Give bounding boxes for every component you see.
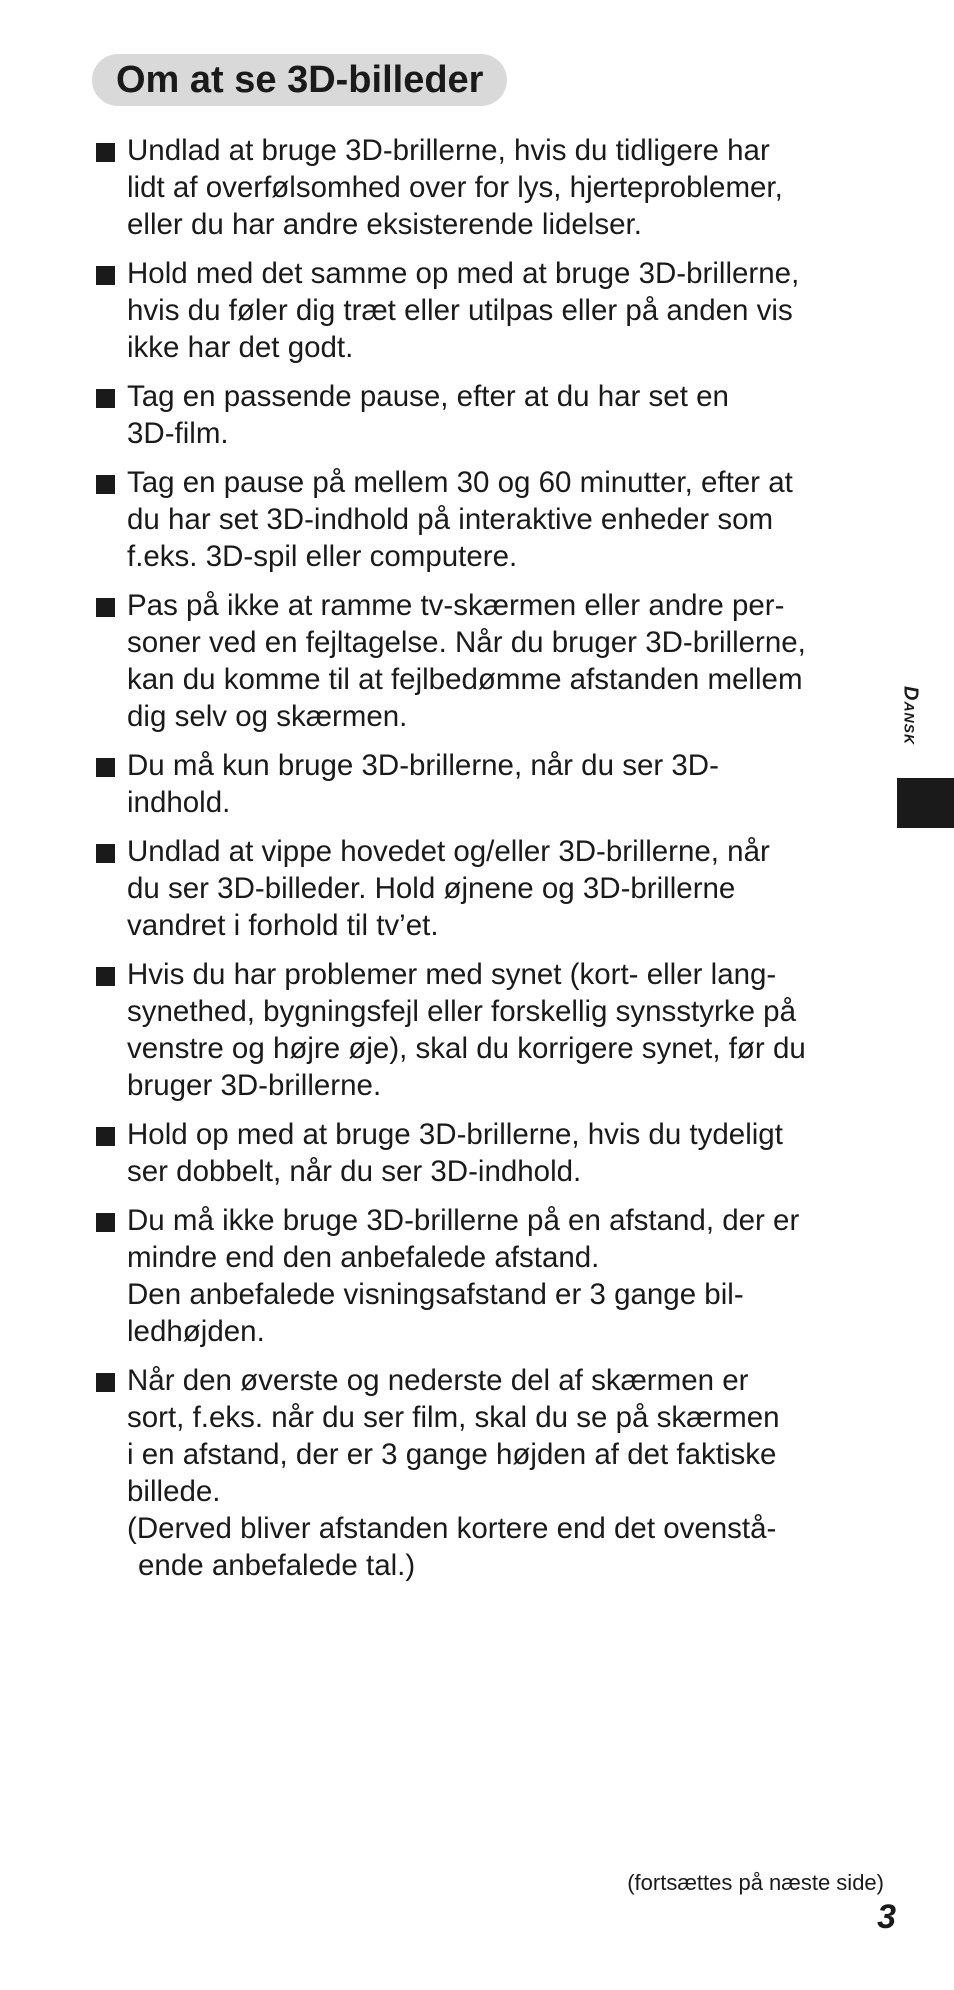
language-tab-marker [897, 778, 954, 828]
bullet-item [96, 255, 896, 366]
bullet-line: ledhøjden. [127, 1315, 265, 1348]
bullet-item [96, 1116, 896, 1190]
bullet-line: ende anbefalede tal.) [138, 1549, 416, 1582]
square-bullet-icon [96, 844, 115, 863]
bullet-line: kan du komme til at fejlbedømme afstanden mellem [127, 663, 803, 696]
bullet-line: Undlad at vippe hovedet og/eller 3D-brillerne, når [127, 835, 770, 868]
bullet-item [96, 747, 896, 821]
bullet-item [96, 587, 896, 735]
bullet-line: soner ved en fejltagelse. Når du bruger 3D-brillerne, [127, 626, 806, 659]
bullet-line: Undlad at bruge 3D-brillerne, hvis du tidligere har [127, 134, 770, 167]
section-title-pill [92, 54, 507, 106]
bullet-item [96, 132, 896, 243]
section-title: Om at se 3D-billeder [116, 58, 484, 101]
bullet-line: bruger 3D-brillerne. [127, 1069, 382, 1102]
square-bullet-icon [96, 967, 115, 986]
bullet-line: venstre og højre øje), skal du korrigere synet, før du [127, 1032, 806, 1065]
bullet-line: (Derved bliver afstanden kortere end det ovenstå- [127, 1512, 777, 1545]
bullet-line: indhold. [127, 786, 231, 819]
bullet-text [127, 956, 896, 1104]
language-label: Dansk [899, 686, 922, 746]
bullet-line: Hvis du har problemer med synet (kort- eller lang- [127, 958, 777, 991]
bullet-line: du ser 3D-billeder. Hold øjnene og 3D-brillerne [127, 872, 736, 905]
bullet-text [127, 587, 896, 735]
bullet-line: ser dobbelt, når du ser 3D-indhold. [127, 1155, 582, 1188]
bullet-line: Pas på ikke at ramme tv-skærmen eller andre per- [127, 589, 785, 622]
bullet-line: Tag en pause på mellem 30 og 60 minutter, efter at [127, 466, 793, 499]
continued-note: (fortsættes på næste side) [627, 1870, 884, 1895]
bullet-item [96, 464, 896, 575]
bullet-line: du har set 3D-indhold på interaktive enheder som [127, 503, 774, 536]
bullet-line: mindre end den anbefalede afstand. [127, 1241, 600, 1274]
bullet-item [96, 1362, 896, 1584]
bullet-line: 3D-film. [127, 417, 229, 450]
bullet-line: Tag en passende pause, efter at du har set en [127, 380, 729, 413]
bullet-text [127, 255, 896, 366]
square-bullet-icon [96, 1213, 115, 1232]
bullet-item [96, 833, 896, 944]
bullet-line: hvis du føler dig træt eller utilpas eller på anden vis [127, 294, 793, 327]
bullet-line: Hold op med at bruge 3D-brillerne, hvis du tydeligt [127, 1118, 783, 1151]
bullet-text [127, 747, 896, 821]
square-bullet-icon [96, 475, 115, 494]
bullet-line: ikke har det godt. [127, 331, 354, 364]
bullet-line: Du må kun bruge 3D-brillerne, når du ser 3D- [127, 749, 719, 782]
bullet-line: f.eks. 3D-spil eller computere. [127, 540, 518, 573]
bullet-text [127, 1116, 896, 1190]
bullet-line: billede. [127, 1475, 221, 1508]
bullet-line: vandret i forhold til tv’et. [127, 909, 439, 942]
bullet-line: Du må ikke bruge 3D-brillerne på en afstand, der er [127, 1204, 800, 1237]
square-bullet-icon [96, 598, 115, 617]
bullet-line: lidt af overfølsomhed over for lys, hjerteproblemer, [127, 171, 783, 204]
bullet-item [96, 1202, 896, 1350]
square-bullet-icon [96, 143, 115, 162]
bullet-item [96, 378, 896, 452]
square-bullet-icon [96, 1373, 115, 1392]
bullet-text [127, 132, 896, 243]
bullet-text [127, 1202, 896, 1350]
bullet-line: Den anbefalede visningsafstand er 3 gange bil- [127, 1278, 744, 1311]
bullet-line: sort, f.eks. når du ser film, skal du se på skærmen [127, 1401, 780, 1434]
language-side-label [895, 686, 925, 786]
bullet-text [127, 464, 896, 575]
bullet-line: synethed, bygningsfejl eller forskellig synsstyrke på [127, 995, 796, 1028]
bullet-text [127, 378, 896, 452]
bullet-line: i en afstand, der er 3 gange højden af det faktiske [127, 1438, 777, 1471]
bullet-list [96, 132, 896, 1596]
bullet-text [127, 833, 896, 944]
bullet-item [96, 956, 896, 1104]
square-bullet-icon [96, 1127, 115, 1146]
page-number: 3 [877, 1898, 896, 1936]
bullet-line: dig selv og skærmen. [127, 700, 408, 733]
bullet-line: eller du har andre eksisterende lidelser. [127, 208, 642, 241]
square-bullet-icon [96, 758, 115, 777]
square-bullet-icon [96, 389, 115, 408]
bullet-line: Hold med det samme op med at bruge 3D-brillerne, [127, 257, 800, 290]
square-bullet-icon [96, 266, 115, 285]
bullet-text [127, 1362, 896, 1584]
bullet-line: Når den øverste og nederste del af skærmen er [127, 1364, 749, 1397]
